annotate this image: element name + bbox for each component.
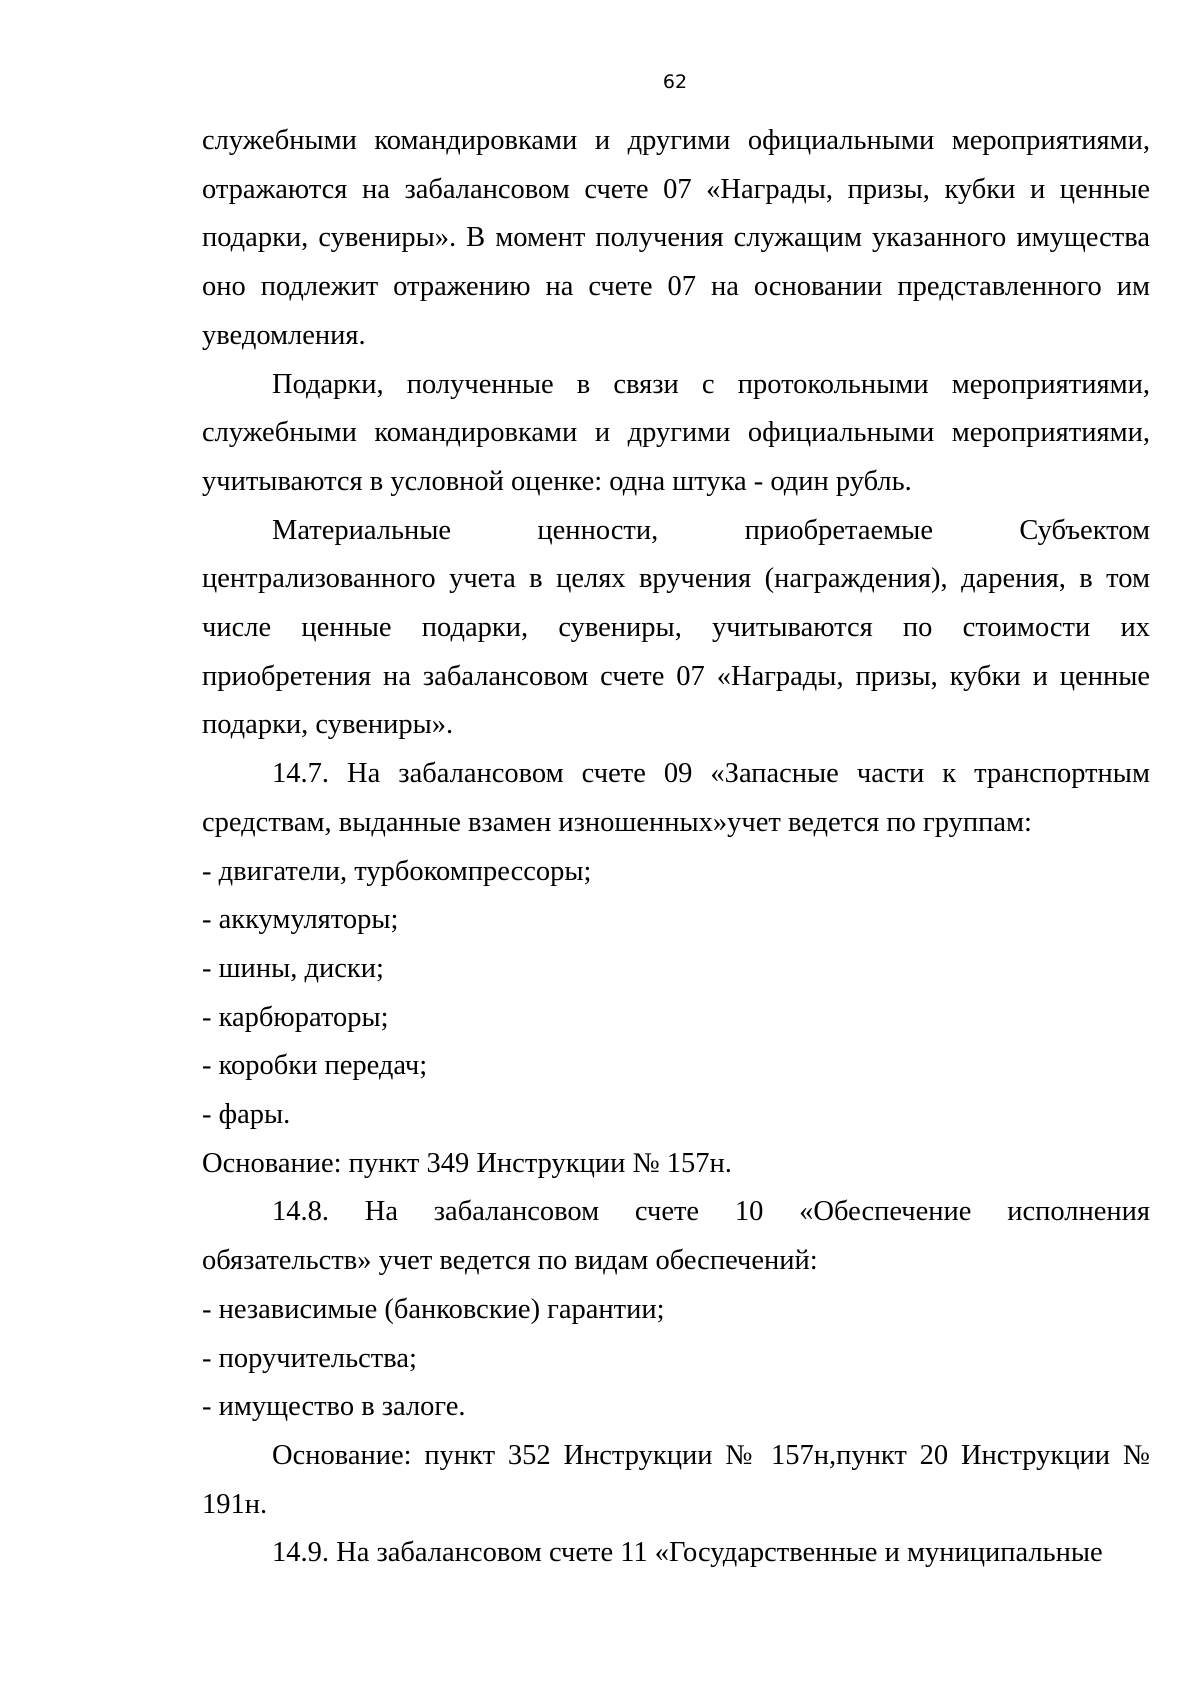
list-item: - коробки передач;: [202, 1050, 428, 1082]
page-number: 62: [662, 71, 688, 93]
list-item: - имущество в залоге.: [202, 1391, 466, 1423]
paragraph-section-14-7: 14.7. На забалансовом счете 09 «Запасные части к транспортным средствам, выданные взамен изношенных»учет ведется по группам:: [202, 758, 1150, 838]
document-body: [202, 117, 1150, 1578]
list-item: - поручительства;: [202, 1342, 417, 1374]
list-item: - фары.: [202, 1099, 291, 1131]
list-item: - двигатели, турбокомпрессоры;: [202, 855, 592, 887]
basis-note: Основание: пункт 349 Инструкции № 157н.: [202, 1147, 732, 1179]
paragraph-section-14-9: 14.9. На забалансовом счете 11 «Государственные и муниципальные: [272, 1537, 1103, 1569]
list-item: - аккумуляторы;: [202, 904, 399, 936]
paragraph-gifts-valuation: Подарки, полученные в связи с протокольными мероприятиями, служебными командировками и другими официальными мероприятиями, учитываются в условной оценке: одна штука - один рубль.: [202, 368, 1150, 497]
list-item: - карбюраторы;: [202, 1001, 389, 1033]
list-item: - независимые (банковские) гарантии;: [202, 1293, 665, 1325]
paragraph-section-14-8: 14.8. На забалансовом счете 10 «Обеспечение исполнения обязательств» учет ведется по видам обеспечений:: [202, 1196, 1150, 1277]
paragraph-material-values: Материальные ценности, приобретаемые Субъектом централизованного учета в целях вручения (награждения), дарения, в том числе ценные подарки, сувениры, учитываются по стоимости их приобретения на забалансовом счете 07 «Награды, призы, кубки и ценные подарки, сувениры».: [202, 514, 1150, 741]
list-item: - шины, диски;: [202, 952, 384, 984]
paragraph-gifts-official-events: служебными командировками и другими официальными мероприятиями, отражаются на забалансовом счете 07 «Награды, призы, кубки и ценные подарки, сувениры». В момент получения служащим указанного имущества оно подлежит отражению на счете 07 на основании представленного им уведомления.: [202, 125, 1150, 351]
basis-note: Основание: пункт 352 Инструкции № 157н,пункт 20 Инструкции № 191н.: [202, 1439, 1150, 1520]
